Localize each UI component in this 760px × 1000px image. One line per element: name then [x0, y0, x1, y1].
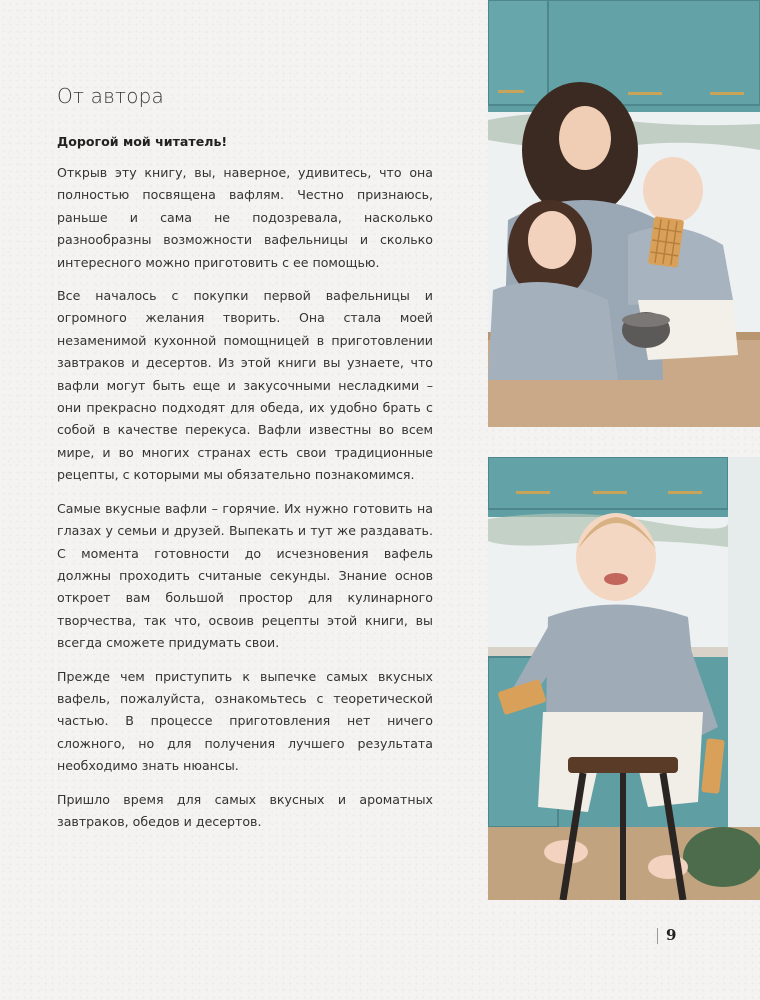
greeting: Дорогой мой читатель!	[57, 134, 228, 149]
family-photo	[488, 0, 760, 427]
section-title: От автора	[57, 84, 165, 108]
paragraph-4: Прежде чем приступить к выпечке самых вкусных вафель, пожалуйста, ознакомьтесь с теоретической частью. В процессе приготовления нет ничего сложного, но для получения лучшего результата необходимо знать нюансы.	[57, 668, 433, 774]
paragraph-1: Открыв эту книгу, вы, наверное, удивитесь, что она полностью посвящена вафлям. Честно признаюсь, раньше и сама не подозревала, насколько разнообразны возможности вафельницы и сколько интересного можно приготовить с ее помощью.	[57, 165, 433, 270]
paragraph-3: Самые вкусные вафли – горячие. Их нужно готовить на глазах у семьи и друзей. Выпекать и тут же раздавать. С момента готовности до исчезновения вафель должны проходить считаные секунды. Знание основ откроет вам большой простор для кулинарного творчества, так что, освоив рецепты этой книги, вы всегда сможете придумать свои.	[57, 500, 433, 651]
text-column	[57, 84, 433, 844]
page-number: 9	[666, 926, 677, 944]
paragraph-2: Все началось с покупки первой вафельницы и огромного желания творить. Она стала моей незаменимой кухонной помощницей в приготовлении завтраков и десертов. Из этой книги вы узнаете, что вафли могут быть еще и закусочными несладкими – они прекрасно подходят для обеда, их удобно брать с собой в качестве перекуса. Вафли известны во всем мире, и во многих странах есть свои традиционные рецепты, с которыми мы обязательно познакомимся.	[57, 288, 433, 483]
paragraph-5: Пришло время для самых вкусных и ароматных завтраков, обедов и десертов.	[57, 791, 433, 829]
toddler-photo	[488, 457, 760, 900]
page-number-divider	[657, 928, 658, 944]
